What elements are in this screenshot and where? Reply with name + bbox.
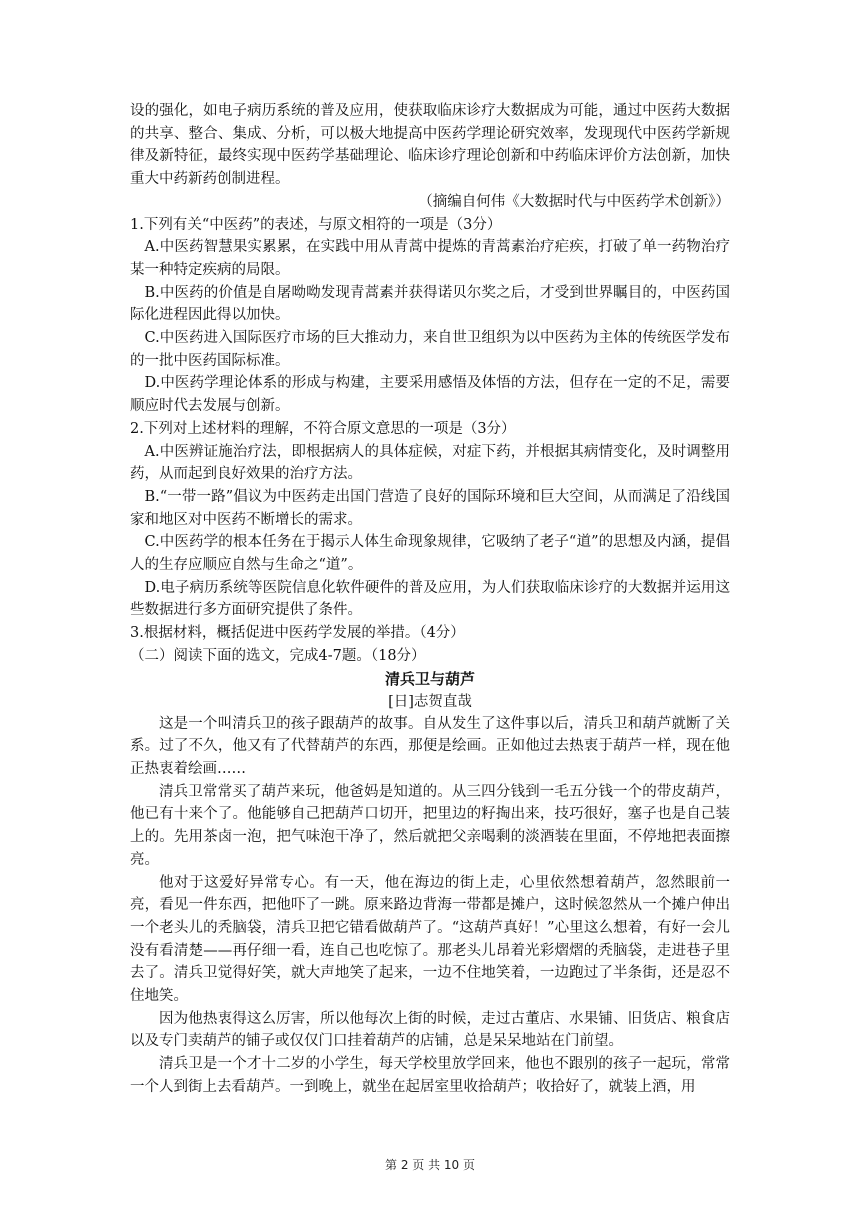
- story-author: [日]志贺直哉: [388, 693, 472, 710]
- article-source: （摘编自何伟《大数据时代与中医药学术创新》）: [418, 193, 730, 210]
- question-option: B.“一带一路”倡议为中医药走出国门营造了良好的国际环境和巨大空间，从而满足了沿线国家和地区对中医药不断增长的需求。: [130, 488, 730, 528]
- story-paragraph: 他对于这爱好异常专心。有一天，他在海边的街上走，心里依然想着葫芦，忽然眼前一亮，看见一件东西，把他吓了一跳。原来路边背海一带都是摊户，这时候忽然从一个摊户伸出一个老头儿的秃脑袋，清兵卫把它错看做葫芦了。“这葫芦真好！”心里这么想着，有好一会儿没有看清楚——再仔细一看，连自己也吃惊了。那老头儿昂着光彩熠熠的秃脑袋，走进巷子里去了。清兵卫觉得好笑，就大声地笑了起来，一边不住地笑着，一边跑过了半条街，还是忍不住地笑。: [130, 874, 730, 1005]
- section-heading: （二）阅读下面的选文，完成4-7题。（18分）: [130, 647, 426, 664]
- article-paragraph: 设的强化，如电子病历系统的普及应用，使获取临床诊疗大数据成为可能，通过中医药大数据的共享、整合、集成、分析，可以极大地提高中医药学理论研究效率，发现现代中医药学新规律及新特征，最终实现中医药学基础理论、临床诊疗理论创新和中药临床评价方法创新，加快重大中药新药创制进程。: [130, 103, 730, 188]
- question-2: [130, 418, 730, 622]
- question-option: C.中医药进入国际医疗市场的巨大推动力，来自世卫组织为以中医药为主体的传统医学发布的一批中医药国际标准。: [130, 330, 730, 369]
- question-option: B.中医药的价值是自屠呦呦发现青蒿素并获得诺贝尔奖之后，才受到世界瞩目的，中医药国际化进程因此得以加快。: [130, 284, 730, 324]
- question-1: [130, 214, 730, 418]
- question-3: [130, 622, 730, 645]
- question-option: D.电子病历系统等医院信息化软件硬件的普及应用，为人们获取临床诊疗的大数据并运用这些数据进行多方面研究提供了条件。: [130, 579, 730, 619]
- question-stem: 3.根据材料，概括促进中医药学发展的举措。（4分）: [130, 625, 465, 642]
- question-stem: 2.下列对上述材料的理解，不符合原文意思的一项是（3分）: [130, 420, 516, 437]
- story-title: 清兵卫与葫芦: [384, 669, 475, 688]
- story-paragraph: 这是一个叫清兵卫的孩子跟葫芦的故事。自从发生了这件事以后，清兵卫和葫芦就断了关系。过了不久，他又有了代替葫芦的东西，那便是绘画。正如他过去热衷于葫芦一样，现在他正热衷着绘画……: [130, 715, 730, 777]
- question-option: A.中医辨证施治疗法，即根据病人的具体症候，对症下药，并根据其病情变化，及时调整用药，从而起到良好效果的治疗方法。: [130, 443, 730, 483]
- question-option: A.中医药智慧果实累累，在实践中用从青蒿中提炼的青蒿素治疗疟疾，打破了单一药物治疗某一种特定疾病的局限。: [130, 239, 730, 278]
- story-paragraph: 清兵卫常常买了葫芦来玩，他爸妈是知道的。从三四分钱到一毛五分钱一个的带皮葫芦，他已有十来个了。他能够自己把葫芦口切开，把里边的籽掏出来，技巧很好，塞子也是自己装上的。先用茶卤一泡，把气味泡干净了，然后就把父亲喝剩的淡酒装在里面，不停地把表面擦亮。: [130, 783, 730, 868]
- question-option: C.中医药学的根本任务在于揭示人体生命现象规律，它吸纳了老子“道”的思想及内涵，提倡人的生存应顺应自然与生命之“道”。: [130, 534, 730, 574]
- question-stem: 1.下列有关“中医药”的表述，与原文相符的一项是（3分）: [130, 216, 502, 233]
- story-paragraph: 清兵卫是一个才十二岁的小学生，每天学校里放学回来，他也不跟别的孩子一起玩，常常一个人到街上去看葫芦。一到晚上，就坐在起居室里收拾葫芦；收拾好了，就装上酒，用: [130, 1056, 730, 1095]
- question-option: D.中医药学理论体系的形成与构建，主要采用感悟及体悟的方法，但存在一定的不足，需要顺应时代去发展与创新。: [130, 375, 730, 415]
- story-paragraph: 因为他热衷得这么厉害，所以他每次上街的时候，走过古董店、水果铺、旧货店、粮食店以及专门卖葫芦的铺子或仅仅门口挂着葫芦的店铺，总是呆呆地站在门前望。: [130, 1010, 730, 1050]
- page-content: [130, 100, 730, 1099]
- page-number: 第 2 页 共 10 页: [385, 1158, 475, 1172]
